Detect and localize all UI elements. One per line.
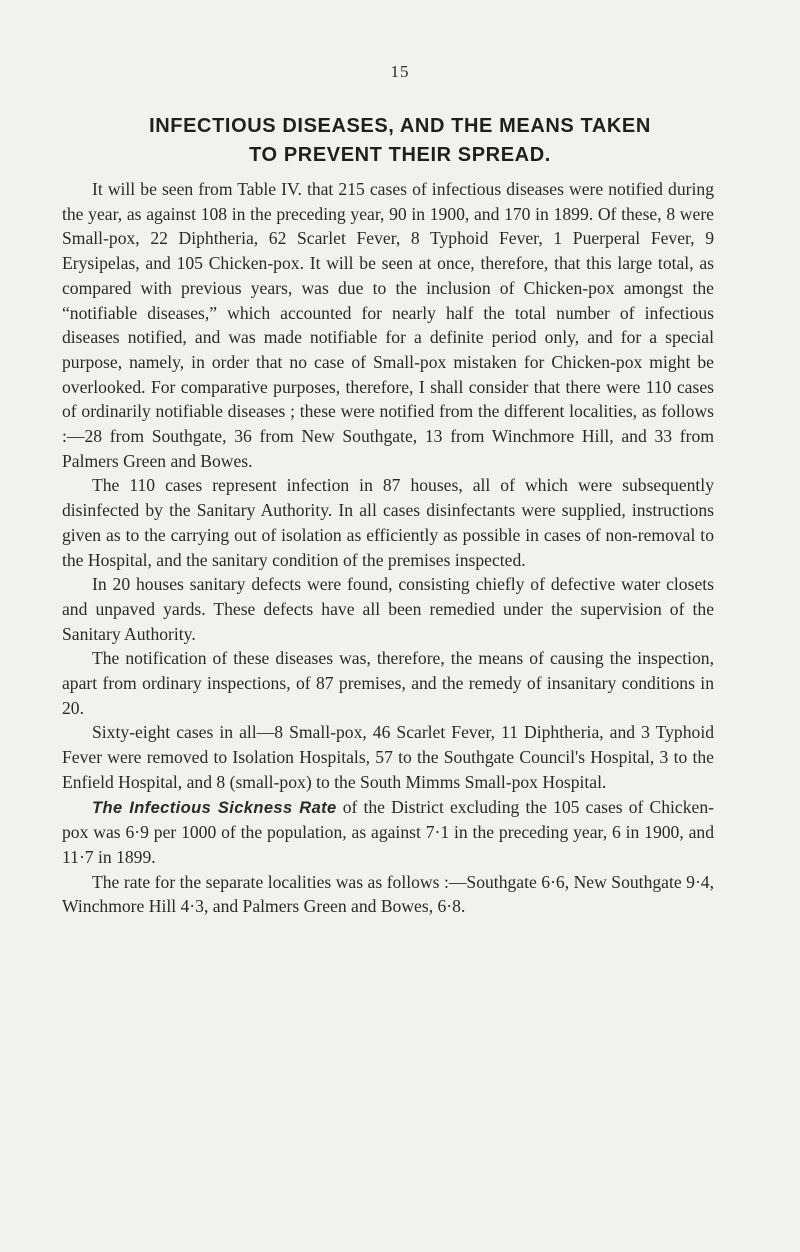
paragraph-removals: Sixty-eight cases in all—8 Small-pox, 46 Scarlet Fever, 11 Diphtheria, and 3 Typhoid Fever were removed to Isolation Hospitals, 57 to the Southgate Council's Hospital, 3 to the Enfield Hospital, and 8 (small-pox) to the South Mimms Small-pox Hospital.	[62, 722, 714, 792]
paragraph-houses-disinfected: The 110 cases represent infection in 87 houses, all of which were subsequently disinfected by the Sanitary Authority. In all cases disinfectants were supplied, instructions given as to the carrying out of isolation as efficiently as possible in cases of non-removal to the Hospital, and the sanitary condition of the premises inspected.	[62, 475, 714, 570]
paragraph-notifications: It will be seen from Table IV. that 215 cases of infectious diseases were notified during the year, as against 108 in the preceding year, 90 in 1900, and 170 in 1899. Of these, 8 were Small-pox, 22 Diphtheria, 62 Scarlet Fever, 8 Typhoid Fever, 1 Puerperal Fever, 9 Erysipelas, and 105 Chicken-pox. It will be seen at once, therefore, that this large total, as compared with previous years, was due to the inclusion of Chicken-pox amongst the “notifiable diseases,” which accounted for nearly half the total number of infectious diseases notified, and was made notifiable for a definite period only, and for a special purpose, namely, in order that no case of Small-pox mistaken for Chicken-pox might be overlooked. For comparative purposes, therefore, I shall consider that there were 110 cases of ordinarily notifiable diseases ; these were notified from the different localities, as follows :—28 from Southgate, 36 from New Southgate, 13 from Winchmore Hill, and 33 from Palmers Green and Bowes.	[62, 179, 714, 471]
paragraph-locality-rates: The rate for the separate localities was as follows :—Southgate 6·6, New Southgate 9·4, Winchmore Hill 4·3, and Palmers Green and Bowes, 6·8.	[62, 871, 714, 917]
sickness-rate-emphasis: The Infectious Sickness Rate	[92, 798, 337, 817]
paragraph-sickness-rate	[62, 795, 714, 870]
body-text	[62, 177, 714, 919]
section-heading-line-1: INFECTIOUS DISEASES, AND THE MEANS TAKEN	[149, 115, 651, 137]
page-number: 15	[390, 62, 410, 81]
section-heading	[50, 112, 750, 170]
paragraph-inspections: The notification of these diseases was, therefore, the means of causing the inspection, apart from ordinary inspections, of 87 premises, and the remedy of insanitary conditions in 20.	[62, 648, 714, 718]
section-heading-line-2: TO PREVENT THEIR SPREAD.	[249, 144, 551, 166]
paragraph-sanitary-defects: In 20 houses sanitary defects were found, consisting chiefly of defective water closets and unpaved yards. These defects have all been remedied under the supervision of the Sanitary Authority.	[62, 574, 714, 644]
sickness-rate-text: of the District excluding the 105 cases of Chicken-pox was 6·9 per 1000 of the population, as against 7·1 in the preceding year, 6 in 1900, and 11·7 in 1899.	[62, 796, 714, 867]
